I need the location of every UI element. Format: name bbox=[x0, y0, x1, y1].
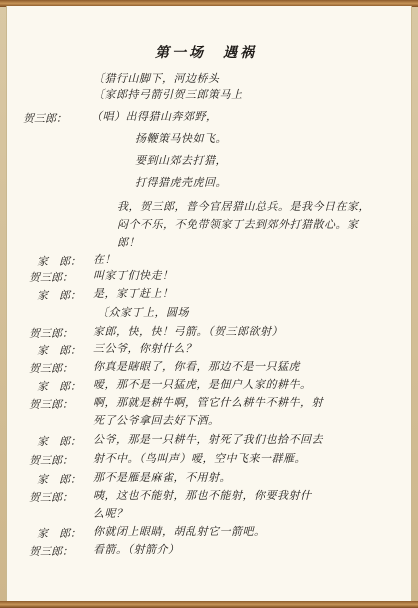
script-line: 啊，那就是耕牛啊，管它什么耕牛不耕牛，射 bbox=[93, 396, 323, 409]
speaker-name: 贺三郎： bbox=[29, 398, 73, 411]
speaker-name: 贺三郎： bbox=[29, 454, 73, 467]
speaker-name: 贺三郎： bbox=[29, 545, 73, 558]
script-line: 打得猎虎壳虎回。 bbox=[135, 176, 227, 189]
speaker-name: 家 郎： bbox=[37, 473, 81, 486]
script-line: 看箭。（射箭介） bbox=[93, 543, 180, 556]
speaker-name: 贺三郎： bbox=[29, 491, 73, 504]
speaker-name: 贺三郎： bbox=[29, 362, 73, 375]
script-line: 你就闭上眼睛，胡乱射它一箭吧。 bbox=[93, 525, 266, 538]
script-line: 公爷，那是一只耕牛，射死了我们也拾不回去 bbox=[93, 433, 323, 446]
script-line: 扬鞭策马快如飞。 bbox=[135, 132, 227, 145]
script-line: 你真是瞎眼了，你看，那边不是一只猛虎 bbox=[93, 360, 300, 373]
manuscript-page bbox=[6, 6, 412, 602]
script-line: 是，家丁赶上！ bbox=[93, 287, 174, 300]
script-line: 家郎，快，快！弓箭。（贺三郎欲射） bbox=[93, 325, 283, 338]
stage-direction: 〔家郎持弓箭引贺三郎策马上 bbox=[93, 88, 243, 101]
stage-direction: 〔猎行山脚下，河边桥头 bbox=[93, 72, 220, 85]
speaker-name: 家 郎： bbox=[37, 380, 81, 393]
speaker-name: 家 郎： bbox=[37, 255, 81, 268]
speaker-name: 家 郎： bbox=[37, 435, 81, 448]
script-line: 那不是雁是麻雀，不用射。 bbox=[93, 471, 231, 484]
script-line: 射不中。（鸟叫声）嗳，空中飞来一群雁。 bbox=[93, 452, 306, 465]
script-line: 嗳，那不是一只猛虎，是佃户人家的耕牛。 bbox=[93, 378, 312, 391]
script-line: 在！ bbox=[93, 253, 116, 266]
script-line: 三公爷，你射什么？ bbox=[93, 342, 197, 355]
speaker-name: 家 郎： bbox=[37, 289, 81, 302]
scroll-rod-bottom bbox=[0, 601, 418, 608]
script-line: 么呢？ bbox=[93, 507, 128, 520]
speaker-name: 贺三郎： bbox=[29, 271, 73, 284]
script-line: （唱）出得猎山奔郊野， bbox=[91, 110, 218, 123]
speaker-name: 贺三郎： bbox=[23, 112, 67, 125]
stage-direction: 〔众家丁上，圆场 bbox=[97, 306, 189, 319]
script-line: 闷个不乐，不免带领家丁去到郊外打猎散心。家 bbox=[117, 218, 359, 231]
script-line: 咦，这也不能射，那也不能射，你要我射什 bbox=[93, 489, 312, 502]
speaker-name: 家 郎： bbox=[37, 527, 81, 540]
script-line: 死了公爷拿回去好下酒。 bbox=[93, 414, 220, 427]
speaker-name: 家 郎： bbox=[37, 344, 81, 357]
speaker-name: 贺三郎： bbox=[29, 327, 73, 340]
script-line: 郎！ bbox=[117, 236, 140, 249]
script-line: 要到山郊去打猎， bbox=[135, 154, 227, 167]
scene-title: 第一场 遇祸 bbox=[155, 45, 257, 61]
script-line: 我，贺三郎，普今官居猎山总兵。是我今日在家， bbox=[117, 200, 370, 213]
script-line: 叫家丁们快走！ bbox=[93, 269, 174, 282]
